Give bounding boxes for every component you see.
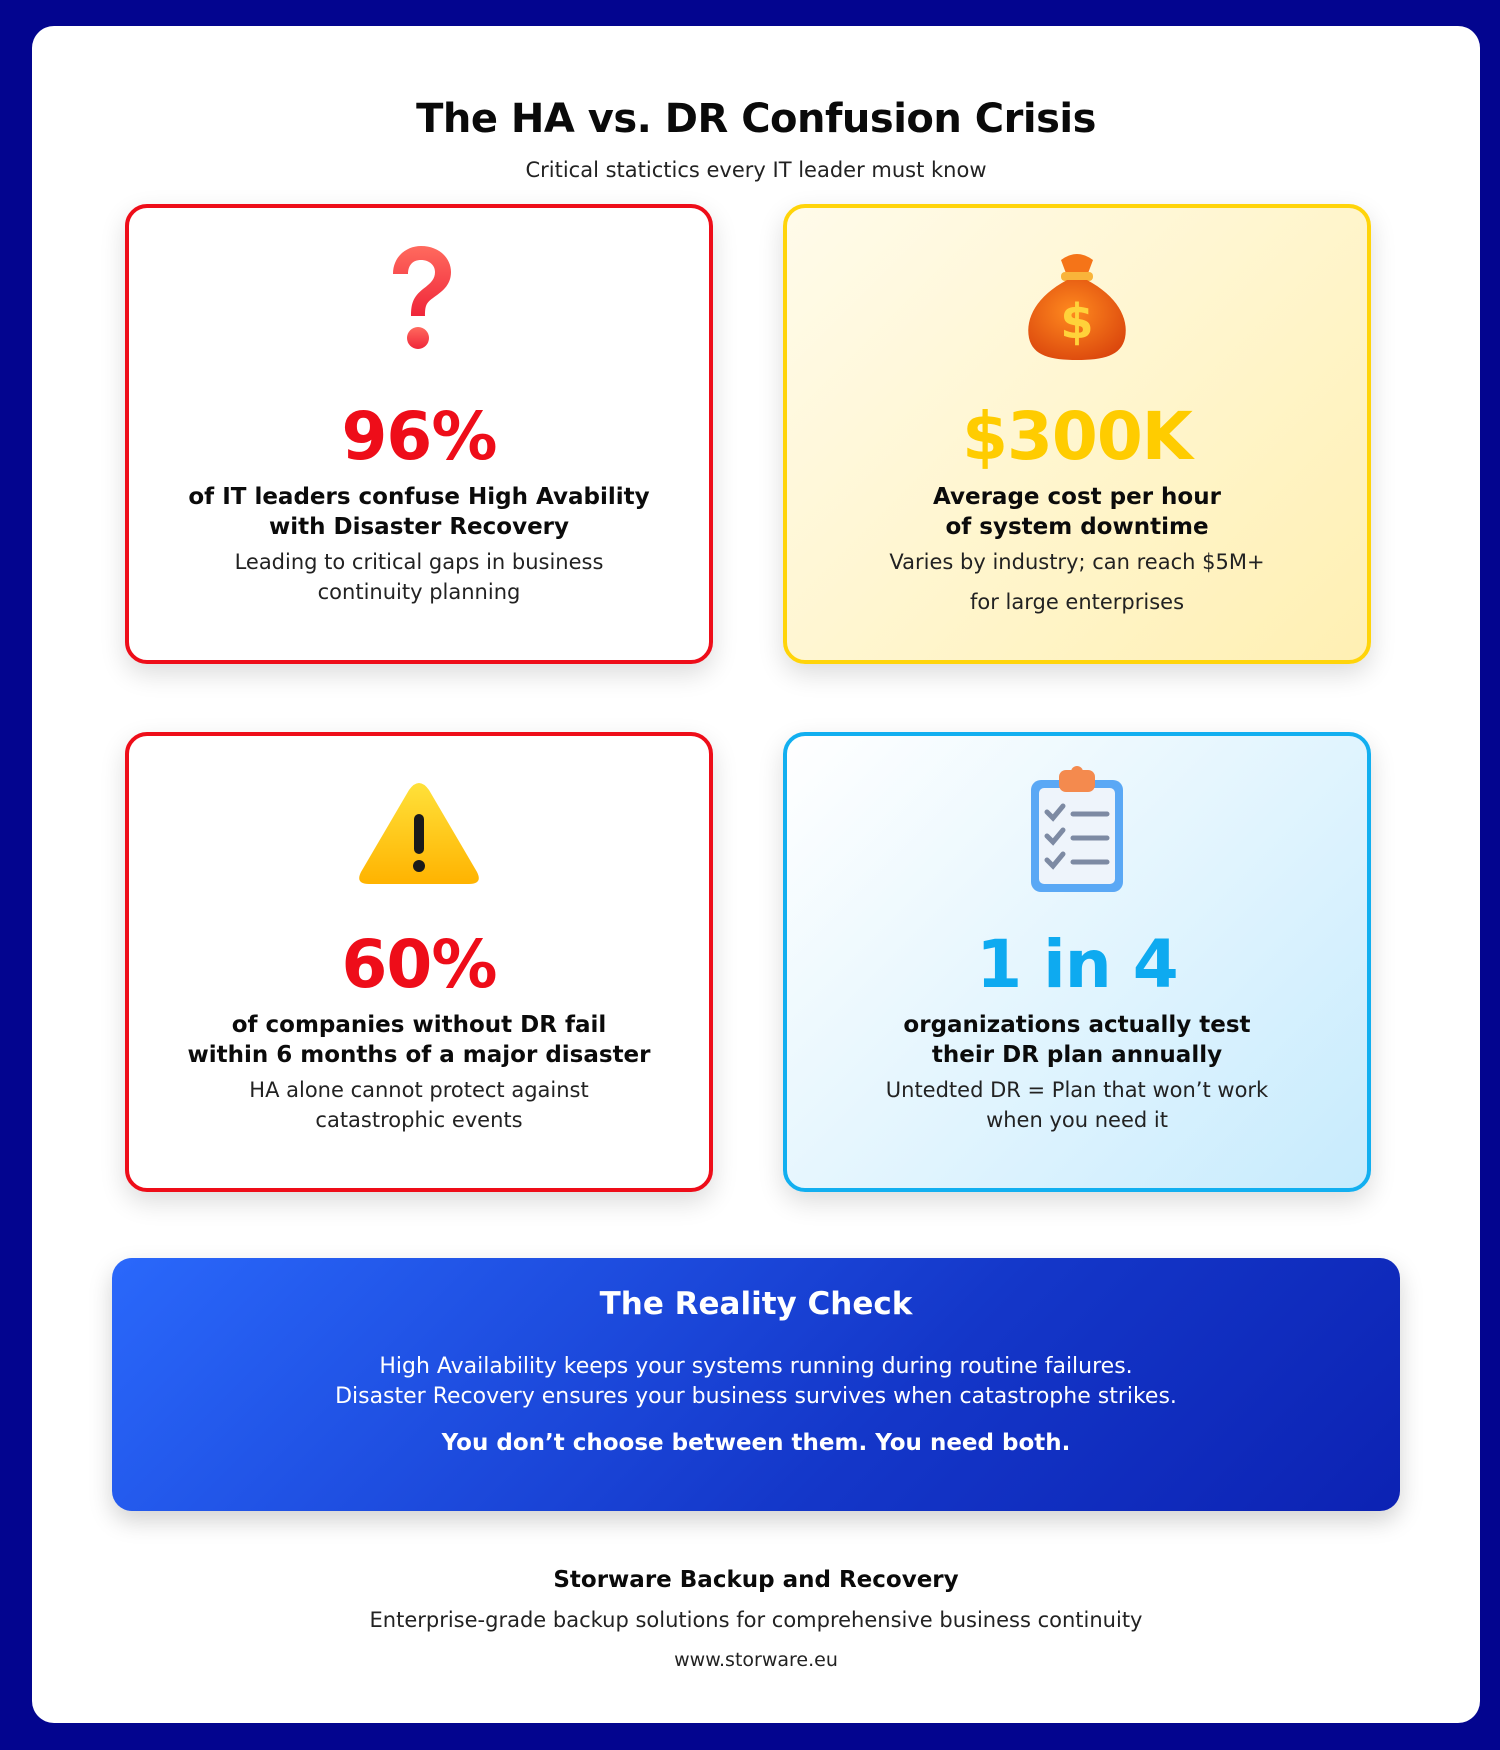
page-subtitle: Critical statictics every IT leader must know — [525, 158, 987, 182]
page-title: The HA vs. DR Confusion Crisis — [416, 96, 1096, 142]
stat-note-line-2: continuity planning — [317, 580, 521, 604]
stat-headline-line-1: Average cost per hour — [933, 484, 1221, 510]
stat-card-ha-confusion — [125, 204, 713, 664]
svg-text:$: $ — [1060, 294, 1094, 350]
stat-note-line-1: Untedted DR = Plan that won’t work — [885, 1078, 1269, 1102]
reality-check-banner — [112, 1258, 1400, 1511]
stat-note-line-2: catastrophic events — [315, 1108, 523, 1132]
infographic-sheet — [32, 26, 1480, 1723]
reality-check-title: The Reality Check — [599, 1286, 913, 1322]
stat-note-line-1: Leading to critical gaps in business — [234, 550, 604, 574]
footer-tagline: Enterprise-grade backup solutions for comprehensive business continuity — [369, 1608, 1143, 1632]
stat-note-line-1: Varies by industry; can reach $5M+ — [889, 550, 1265, 574]
stat-headline-line-2: of system downtime — [945, 514, 1209, 540]
stat-value: 1 in 4 — [976, 926, 1178, 1003]
stat-card-dr-failure — [125, 732, 713, 1192]
stat-card-downtime-cost — [783, 204, 1371, 664]
question-mark-icon — [379, 242, 459, 358]
money-bag-icon — [1021, 246, 1133, 366]
stat-headline-line-1: of companies without DR fail — [231, 1012, 607, 1038]
stat-headline-line-2: with Disaster Recovery — [269, 514, 569, 540]
footer-brand: Storware Backup and Recovery — [553, 1567, 959, 1593]
reality-check-line-1: High Availability keeps your systems running during routine failures. — [379, 1354, 1133, 1379]
stat-headline-line-1: of IT leaders confuse High Avability — [188, 484, 650, 510]
warning-icon — [357, 780, 481, 892]
stat-card-dr-testing — [783, 732, 1371, 1192]
stat-value: 96% — [341, 398, 497, 475]
stat-note-line-2: when you need it — [986, 1108, 1168, 1132]
stat-headline-line-1: organizations actually test — [903, 1012, 1251, 1038]
stat-value: $300K — [962, 398, 1192, 475]
stat-note-line-1: HA alone cannot protect against — [249, 1078, 589, 1102]
stat-note-line-2: for large enterprises — [969, 590, 1185, 614]
stat-headline-line-2: their DR plan annually — [931, 1042, 1223, 1068]
reality-check-line-2: Disaster Recovery ensures your business survives when catastrophe strikes. — [335, 1384, 1177, 1409]
reality-check-emphasis: You don’t choose between them. You need both. — [441, 1430, 1071, 1456]
stat-value: 60% — [341, 926, 497, 1003]
stat-headline-line-2: within 6 months of a major disaster — [187, 1042, 651, 1068]
clipboard-checklist-icon — [1029, 766, 1125, 898]
footer-url-link[interactable]: www.storware.eu — [674, 1649, 838, 1671]
